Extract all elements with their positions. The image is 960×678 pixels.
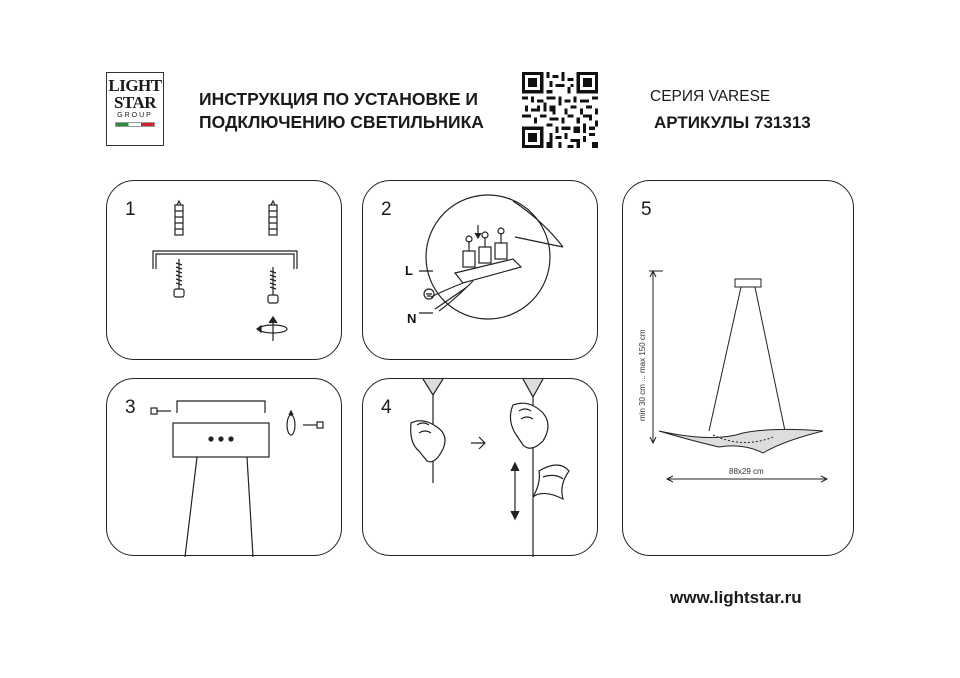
wall-plug-left-icon: [175, 201, 183, 235]
article-label: АРТИКУЛЫ 731313: [654, 113, 811, 132]
wiring-illustration: [363, 181, 599, 361]
step-1-panel: [106, 180, 342, 360]
lamp-fold-icon: [533, 465, 569, 499]
mounting-bracket-illustration: [107, 181, 343, 361]
step-2-panel: [362, 180, 598, 360]
document-title: [199, 88, 519, 134]
hand-left-icon: [411, 421, 445, 462]
dimensions-illustration: [623, 181, 855, 557]
italian-flag-stripe: [115, 122, 155, 127]
wire-live-label: L: [405, 263, 413, 278]
brand-logo: [106, 72, 164, 146]
step-1-number: 1: [125, 199, 136, 220]
rotate-arrow-icon: [257, 317, 287, 341]
bracket-icon: [177, 401, 265, 413]
step-3-number: 3: [125, 397, 136, 418]
qr-code-icon: [522, 72, 598, 148]
step-5-number: 5: [641, 199, 652, 220]
wall-plug-right-icon: [269, 201, 277, 235]
height-range-label: min 30 cm ... max 150 cm: [638, 329, 647, 421]
step-2-number: 2: [381, 199, 392, 220]
mounting-bracket-icon: [153, 251, 297, 269]
logo-line-2: STAR: [113, 93, 157, 112]
title-line-2: ПОДКЛЮЧЕНИЮ СВЕТИЛЬНИКА: [199, 112, 484, 132]
step-4-panel: [362, 378, 598, 556]
lamp-shade-icon: [659, 429, 823, 453]
height-adjust-illustration: [363, 379, 599, 557]
step-3-panel: [106, 378, 342, 556]
title-line-1: ИНСТРУКЦИЯ ПО УСТАНОВКЕ И: [199, 89, 478, 109]
website-link[interactable]: www.lightstar.ru: [670, 588, 802, 607]
logo-line-3: GROUP: [117, 112, 153, 119]
terminal-zoom-circle: [426, 195, 550, 319]
side-screw-right-icon: [287, 411, 323, 435]
step-4-number: 4: [381, 397, 392, 418]
side-screw-left-icon: [151, 408, 171, 414]
canopy-fixing-illustration: [107, 379, 343, 557]
logo-line-1: LIGHT: [108, 76, 162, 95]
step-5-panel: [622, 180, 854, 556]
ceiling-canopy-icon: [735, 279, 761, 287]
terminal-block-icon: [455, 228, 521, 283]
screw-left-icon: [174, 259, 184, 297]
next-arrow-icon: [471, 437, 485, 449]
series-label: СЕРИЯ VARESE: [650, 88, 771, 105]
size-label: 88x29 cm: [729, 467, 764, 476]
screw-right-icon: [268, 267, 278, 303]
wire-neutral-label: N: [407, 311, 417, 326]
